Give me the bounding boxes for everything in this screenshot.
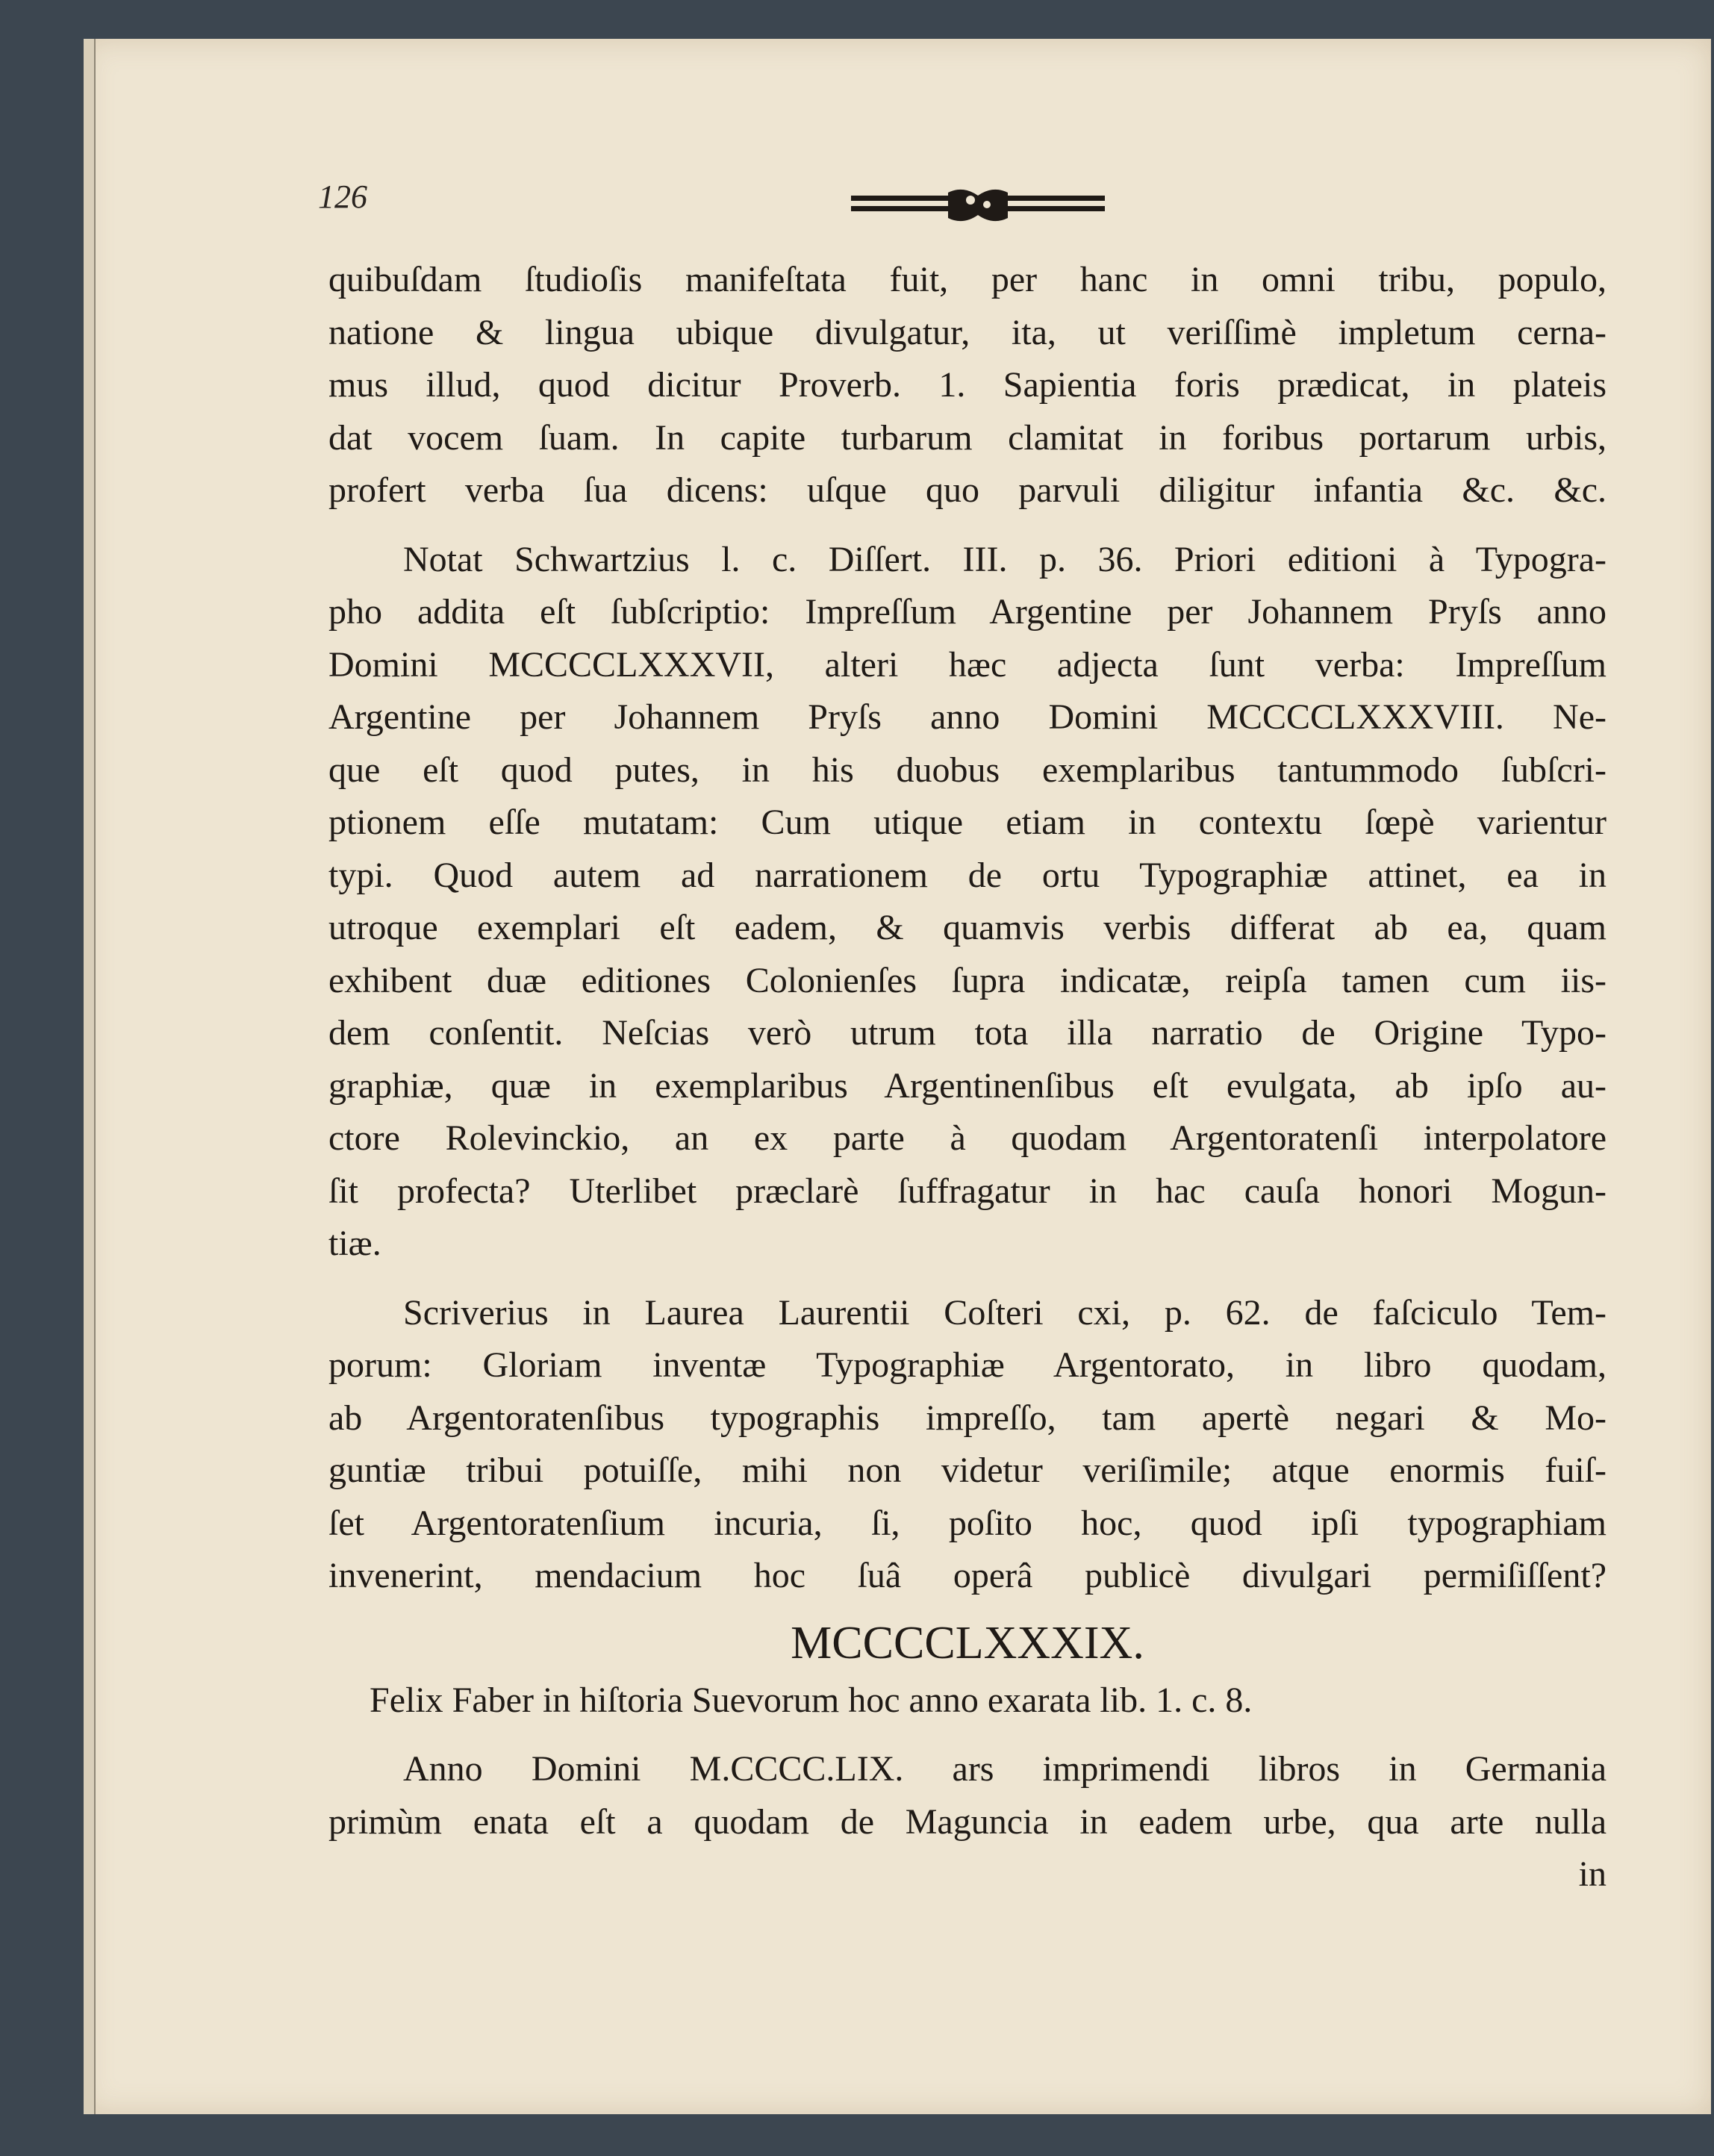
text-line: Domini MCCCCLXXXVII, alteri hæc adjecta ſunt verba: Impreſſum bbox=[328, 644, 1607, 685]
text-line: primùm enata eſt a quodam de Maguncia in eadem urbe, qua arte nulla bbox=[328, 1801, 1607, 1842]
year-heading: MCCCCLXXXIX. bbox=[791, 1617, 1144, 1669]
text-line: profert verba ſua dicens: uſque quo parvuli diligitur infantia &c. &c. bbox=[328, 470, 1607, 510]
ornament-icon bbox=[851, 187, 1105, 222]
text-line: que eſt quod putes, in his duobus exemplaribus tantummodo ſubſcri- bbox=[328, 750, 1607, 790]
text-line: quibuſdam ſtudioſis manifeſtata fuit, per hanc in omni tribu, populo, bbox=[328, 260, 1607, 299]
text-line: utroque exemplari eſt eadem, & quamvis verbis differat ab ea, quam bbox=[328, 908, 1607, 947]
text-line: invenerint, mendacium hoc ſuâ operâ publicè divulgari permiſiſſent? bbox=[328, 1556, 1607, 1595]
text-line: ſit profecta? Uterlibet præclarè ſuffragatur in hac cauſa honori Mogun- bbox=[328, 1171, 1607, 1211]
paragraph bbox=[328, 534, 1607, 1271]
text-line: pho addita eſt ſubſcriptio: Impreſſum Argentine per Johannem Pryſs anno bbox=[328, 592, 1607, 632]
text-line: Notat Schwartzius l. c. Diſſert. III. p. 36. Priori editioni à Typogra- bbox=[403, 539, 1607, 579]
text-line: Scriverius in Laurea Laurentii Coſteri cxi, p. 62. de faſciculo Tem- bbox=[403, 1292, 1607, 1333]
text-line: Anno Domini M.CCCC.LIX. ars imprimendi libros in Germania bbox=[403, 1749, 1607, 1789]
paragraph bbox=[328, 1287, 1607, 1603]
text-line: tiæ. bbox=[328, 1224, 381, 1263]
page-edge bbox=[84, 39, 96, 2114]
text-line: ſet Argentoratenſium incuria, ſi, poſito hoc, quod ipſi typographiam bbox=[328, 1503, 1607, 1543]
text-line: dem conſentit. Neſcias verò utrum tota illa narratio de Origine Typo- bbox=[328, 1013, 1607, 1053]
page-number: 126 bbox=[318, 178, 367, 215]
text-line: natione & lingua ubique divulgatur, ita, ut veriſſimè impletum cerna- bbox=[328, 312, 1607, 352]
text-line: ab Argentoratenſibus typographis impreſſo, tam apertè negari & Mo- bbox=[328, 1398, 1607, 1438]
text-line: porum: Gloriam inventæ Typographiæ Argentorato, in libro quodam, bbox=[328, 1345, 1607, 1385]
text-line: typi. Quod autem ad narrationem de ortu Typographiæ attinet, ea in bbox=[328, 855, 1607, 895]
paragraph bbox=[328, 254, 1607, 517]
text-line: exhibent duæ editiones Colonienſes ſupra indicatæ, reipſa tamen cum iis- bbox=[328, 960, 1607, 1000]
text-line: dat vocem ſuam. In capite turbarum clamitat in foribus portarum urbis, bbox=[328, 417, 1607, 458]
catchword: in bbox=[1578, 1854, 1607, 1894]
text-line: graphiæ, quæ in exemplaribus Argentinenſibus eſt evulgata, ab ipſo au- bbox=[328, 1065, 1607, 1106]
body-text bbox=[328, 254, 1607, 1901]
subheading: Felix Faber in hiſtoria Suevorum hoc anno exarata lib. 1. c. 8. bbox=[370, 1680, 1253, 1720]
text-line: guntiæ tribui potuiſſe, mihi non videtur veriſimile; atque enormis fuiſ- bbox=[328, 1451, 1607, 1490]
text-line: Argentine per Johannem Pryſs anno Domini MCCCCLXXXVIII. Ne- bbox=[328, 697, 1607, 737]
text-line: ptionem eſſe mutatam: Cum utique etiam in contextu ſœpè varientur bbox=[328, 803, 1607, 842]
text-line: ctore Rolevinckio, an ex parte à quodam Argentoratenſi interpolatore bbox=[328, 1118, 1607, 1158]
text-line: mus illud, quod dicitur Proverb. 1. Sapientia foris prædicat, in plateis bbox=[328, 365, 1607, 405]
